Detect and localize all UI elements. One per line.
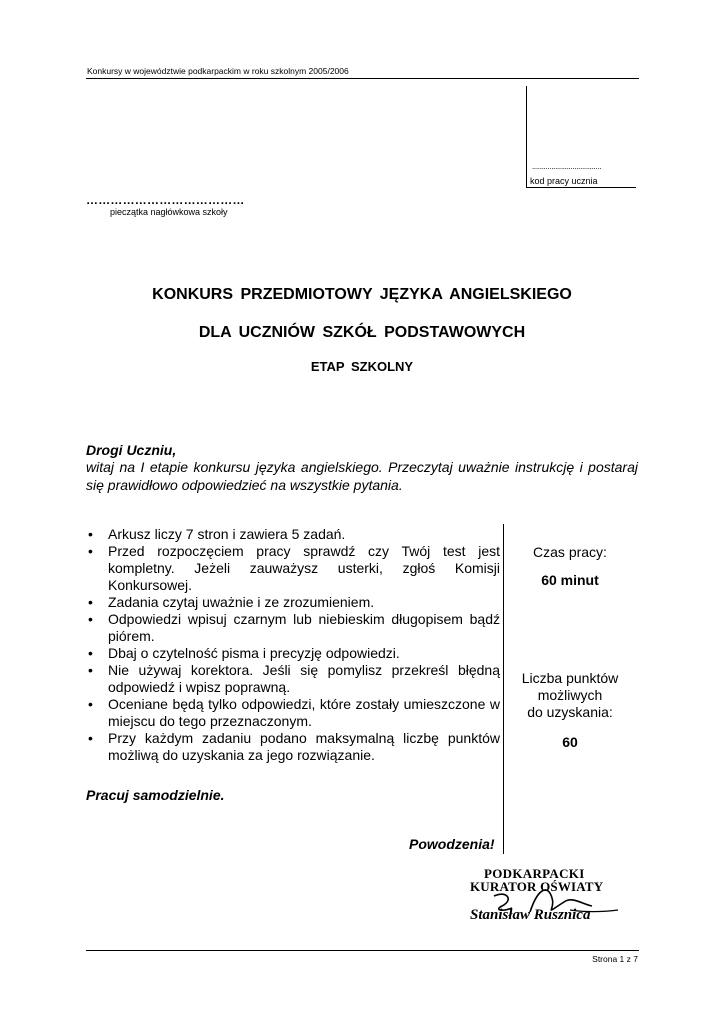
instruction-text: Przed rozpoczęciem pracy sprawdź czy Twój test jest kompletny. Jeżeli zauważysz usterki, zgłoś Komisji Konkursowej. [108,543,500,593]
instruction-item [86,645,500,662]
footer-divider [86,950,639,951]
instruction-item [86,696,500,730]
bullet-icon: • [88,696,93,712]
instruction-item [86,526,500,543]
contest-subtitle: DLA UCZNIÓW SZKÓŁ PODSTAWOWYCH [198,324,526,341]
seal-line-2: KURATOR OŚWIATY [470,879,604,894]
points-label [506,670,634,721]
instruction-text: Przy każdym zadaniu podano maksymalną liczbę punktów możliwą do uzyskania za jego rozwiązanie. [108,730,500,763]
bullet-icon: • [88,611,93,627]
contest-title: KONKURS PRZEDMIOTOWY JĘZYKA ANGIELSKIEGO [152,286,572,303]
contest-stage: ETAP SZKOLNY [310,359,414,374]
instruction-item [86,594,500,611]
instruction-text: Zadania czytaj uważnie i ze zrozumieniem. [108,594,375,610]
curator-seal [452,866,622,932]
bullet-icon: • [88,645,93,661]
school-stamp-dots: ………………………………… [86,193,245,207]
greeting-body: witaj na I etapie konkursu języka angielskiego. Przeczytaj uważnie instrukcję i postaraj się prawidłowo odpowiedzieć na wszystkie pytania. [86,459,638,493]
instruction-text: Oceniane będą tylko odpowiedzi, które zostały umieszczone w miejscu do tego przeznaczonym. [108,696,500,729]
seal-signature-name: Stanisław Rusznica [470,907,591,923]
instruction-text: Odpowiedzi wpisuj czarnym lub niebieskim długopisem bądź piórem. [108,611,500,644]
work-alone-note: Pracuj samodzielnie. [86,787,225,803]
bullet-icon: • [88,594,93,610]
bullet-icon: • [88,543,93,559]
code-box-border-left [526,86,527,188]
time-value: 60 minut [541,572,599,588]
instructions-list [86,526,500,764]
points-label-line: do uzyskania: [527,704,613,720]
instruction-item [86,662,500,696]
instruction-text: Dbaj o czytelność pisma i precyzję odpowiedzi. [108,645,400,661]
seal-line-1: PODKARPACKI [484,866,585,881]
points-label-line: możliwych [537,687,603,703]
bullet-icon: • [88,662,93,678]
page-header-text: Konkursy w województwie podkarpackim w roku szkolnym 2005/2006 [87,66,349,76]
bullet-icon: • [88,730,93,746]
page-number: Strona 1 z 7 [592,954,638,964]
points-value: 60 [562,734,578,750]
good-luck-note: Powodzenia! [409,836,495,852]
instruction-text: Nie używaj korektora. Jeśli się pomylisz przekreśl błędną odpowiedź i wpisz poprawną. [108,662,500,695]
time-label: Czas pracy: [533,544,607,560]
instruction-text: Arkusz liczy 7 stron i zawiera 5 zadań. [108,526,346,542]
instruction-item [86,543,500,594]
instruction-item [86,611,500,645]
code-box-label: kod pracy ucznia [530,176,598,186]
instructions-divider [503,524,504,854]
header-divider [86,78,639,79]
instruction-item [86,730,500,764]
code-box-border-bottom [526,187,636,188]
greeting-heading: Drogi Uczniu, [86,442,177,458]
code-box-dots: .................................... [532,162,602,171]
school-stamp-label: pieczątka nagłówkowa szkoły [110,207,228,217]
points-label-line: Liczba punktów [521,670,619,686]
bullet-icon: • [88,526,93,542]
